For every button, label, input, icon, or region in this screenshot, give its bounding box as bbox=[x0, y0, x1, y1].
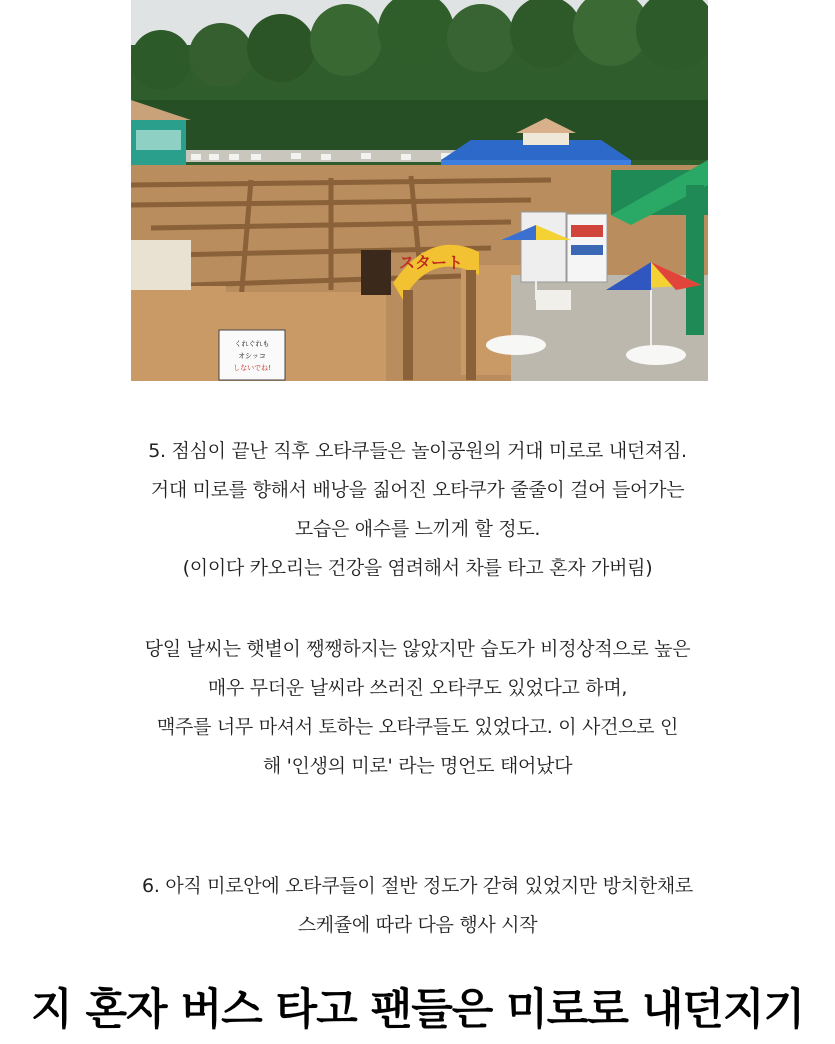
maze-park-photo bbox=[131, 0, 708, 381]
text-line: 5. 점심이 끝난 직후 오타쿠들은 놀이공원의 거대 미로로 내던져짐. bbox=[148, 440, 687, 462]
text-line: (이이다 카오리는 건강을 염려해서 차를 타고 혼자 가버림) bbox=[182, 557, 653, 579]
text-line: 거대 미로를 향해서 배낭을 짊어진 오타쿠가 줄줄이 걸어 들어가는 bbox=[150, 479, 685, 501]
start-sign-text: スタート bbox=[398, 253, 464, 272]
svg-text:くれぐれも: くれぐれも bbox=[234, 340, 270, 348]
text-line: 매우 무더운 날씨라 쓰러진 오타쿠도 있었다고 하며, bbox=[207, 677, 628, 699]
text-line: 당일 날씨는 햇볕이 쨍쨍하지는 않았지만 습도가 비정상적으로 높은 bbox=[144, 638, 691, 660]
paragraph-5 bbox=[40, 432, 795, 588]
text-line: 모습은 애수를 느끼게 할 정도. bbox=[294, 518, 541, 540]
paragraph-6 bbox=[40, 867, 795, 945]
caption-title: 지 혼자 버스 타고 팬들은 미로로 내던지기 bbox=[31, 985, 804, 1035]
text-line: 해 '인생의 미로' 라는 명언도 태어났다 bbox=[262, 755, 573, 777]
paragraph-weather bbox=[40, 630, 795, 786]
svg-text:しないでね!: しないでね! bbox=[233, 364, 271, 372]
text-line: 맥주를 너무 마셔서 토하는 오타쿠들도 있었다고. 이 사건으로 인 bbox=[156, 716, 679, 738]
svg-text:オシッコ: オシッコ bbox=[238, 352, 266, 360]
text-line: 6. 아직 미로안에 오타쿠들이 절반 정도가 갇혀 있었지만 방치한채로 bbox=[142, 875, 693, 897]
text-line: 스케쥴에 따라 다음 행사 시작 bbox=[297, 914, 538, 936]
